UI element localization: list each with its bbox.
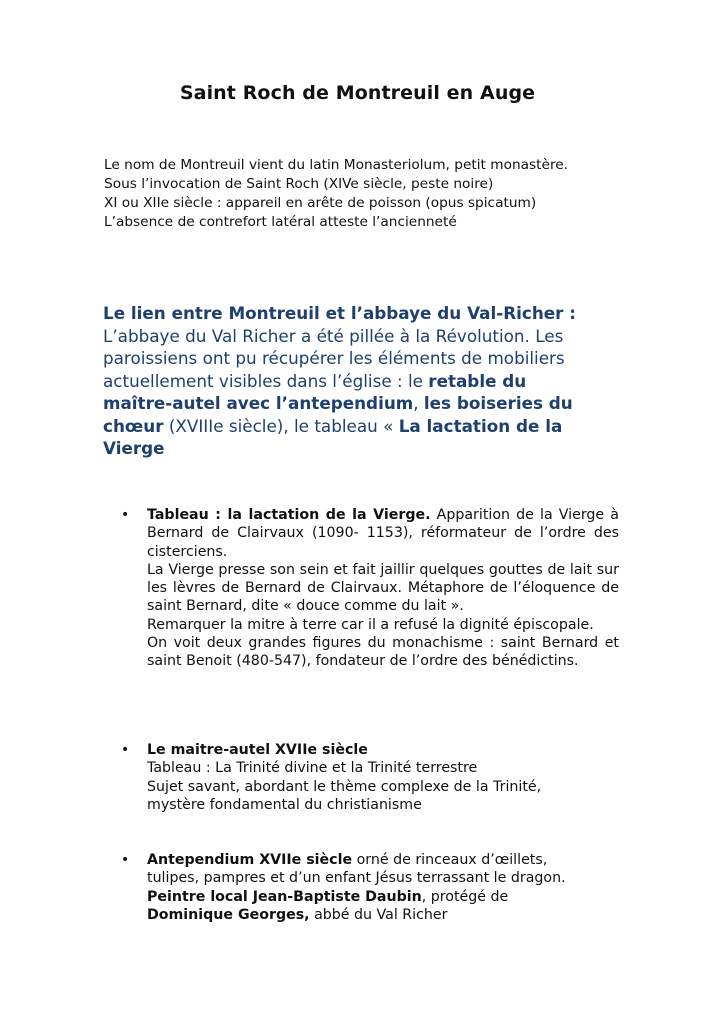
- tableau-title: Tableau : la lactation de la Vierge.: [147, 507, 431, 523]
- tableau-p4: On voit deux grandes figures du monachisme : saint Bernard et saint Benoit (480-547), fondateur de l’ordre des bénédictins.: [147, 635, 619, 670]
- maitre-autel-line: Sujet savant, abordant le thème complexe de la Trinité,: [147, 778, 542, 795]
- bullet-icon: •: [121, 742, 130, 758]
- abbot-name: Dominique Georges,: [147, 906, 310, 923]
- painter-name: Peintre local Jean-Baptiste Daubin: [147, 888, 422, 905]
- bullet-icon: •: [121, 852, 130, 868]
- tableau-text: Apparition de la Vierge à Bernard de Clairvaux (1090- 1153), réformateur de l’ordre des cisterciens.: [147, 507, 619, 560]
- section-text: L’abbaye du Val Richer a été pillée à la Révolution. Les paroissiens ont pu récupérer les éléments de mobiliers actuellement visibles dans l’église : le: [103, 325, 565, 391]
- maitre-autel-title: Le maitre-autel XVIIe siècle: [147, 742, 368, 758]
- section-text: ,: [413, 393, 424, 413]
- section-bold-boiseries: les boiseries du chœur: [103, 393, 573, 436]
- tableau-p1: [147, 506, 619, 561]
- antependium-line: tulipes, pampres et d’un enfant Jésus terrassant le dragon.: [147, 870, 566, 887]
- maitre-autel-line: mystère fondamental du christianisme: [147, 796, 422, 813]
- intro-line: XI ou XIIe siècle : appareil en arête de poisson (opus spicatum): [104, 195, 537, 211]
- intro-line: L’absence de contrefort latéral atteste l’ancienneté: [104, 214, 457, 230]
- tableau-p2: La Vierge presse son sein et fait jaillir quelques gouttes de lait sur les lèvres de Bernard de Clairvaux. Métaphore de l’éloquence de saint Bernard, dite « douce comme du lait ».: [147, 561, 619, 615]
- intro-line: Sous l’invocation de Saint Roch (XIVe siècle, peste noire): [104, 176, 494, 192]
- list-item-maitre-autel: [121, 741, 619, 814]
- bullet-icon: •: [121, 507, 130, 523]
- section-bold-retable: retable du maître-autel avec l’antependium: [103, 370, 527, 413]
- abbot-text: abbé du Val Richer: [309, 906, 448, 923]
- list-item-antependium: [121, 851, 619, 924]
- list-item-tableau: [121, 506, 619, 671]
- section-text: (XVIIIe siècle), le tableau «: [163, 415, 399, 436]
- maitre-autel-line: Tableau : La Trinité divine et la Trinité terrestre: [147, 760, 478, 777]
- painter-text: , protégé de: [421, 888, 509, 905]
- intro-paragraph: [104, 156, 664, 232]
- antependium-text: orné de rinceaux d’œillets,: [352, 852, 548, 868]
- section-heading: Le lien entre Montreuil et l’abbaye du Val-Richer :: [103, 303, 576, 323]
- intro-line: Le nom de Montreuil vient du latin Monasteriolum, petit monastère.: [104, 157, 569, 173]
- page-title: Saint Roch de Montreuil en Auge: [179, 82, 536, 104]
- tableau-p3: Remarquer la mitre à terre car il a refusé la dignité épiscopale.: [147, 616, 594, 633]
- antependium-title: Antependium XVIIe siècle: [147, 852, 353, 868]
- val-richer-section: [103, 302, 595, 460]
- section-bold-lactation: La lactation de la Vierge: [103, 415, 563, 458]
